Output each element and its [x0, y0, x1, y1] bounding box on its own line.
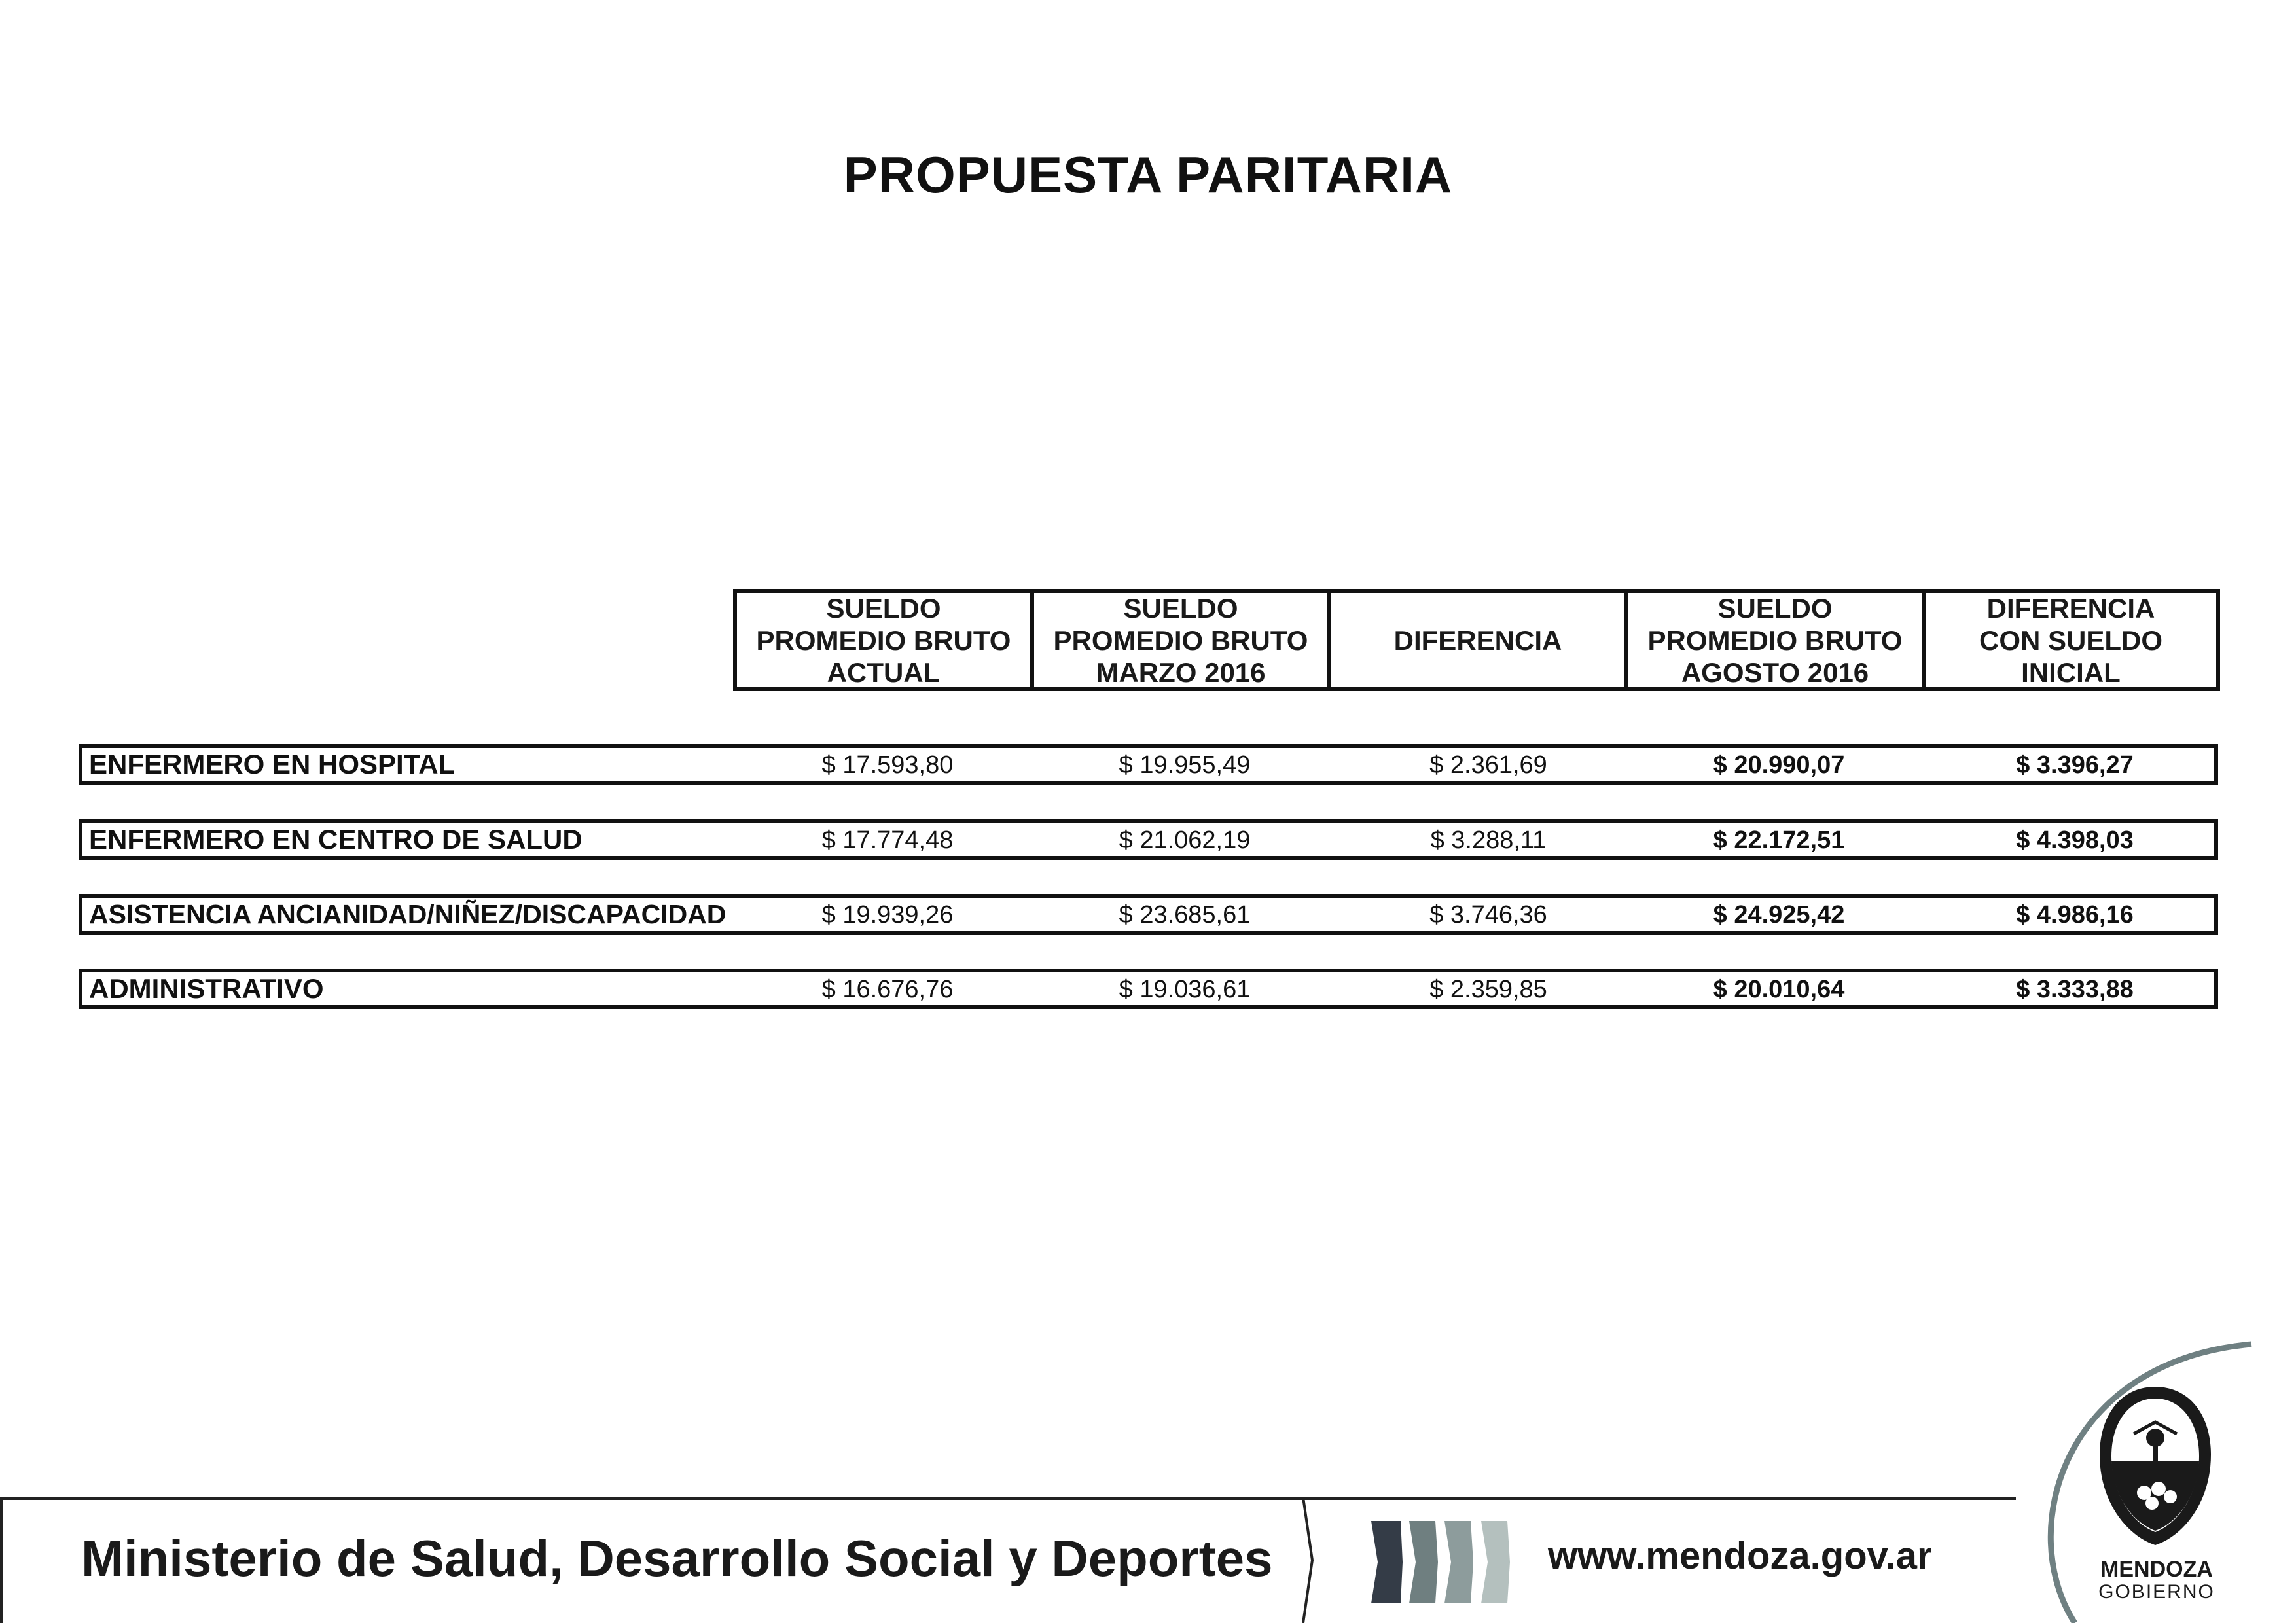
header-line: MARZO 2016: [1096, 656, 1266, 688]
chevron-2: [1409, 1521, 1438, 1603]
table-row: [79, 744, 2218, 785]
chevron-4: [1481, 1521, 1510, 1603]
brand-name: MENDOZA: [2100, 1557, 2213, 1582]
document-title: PROPUESTA PARITARIA: [843, 146, 1453, 204]
chevron-3: [1444, 1521, 1473, 1603]
row-category: ENFERMERO EN CENTRO DE SALUD: [89, 824, 583, 855]
website-url: www.mendoza.gov.ar: [1548, 1535, 1932, 1577]
cell-diferencia-inicial: $ 4.986,16: [2016, 901, 2134, 929]
brand-subtitle: GOBIERNO: [2098, 1581, 2215, 1603]
header-line: DIFERENCIA: [1393, 624, 1562, 656]
cell-sueldo-actual: $ 16.676,76: [821, 976, 954, 1003]
footer-bar: [0, 1497, 2296, 1623]
cell-sueldo-agosto: $ 24.925,42: [1713, 901, 1845, 929]
column-header-marzo-2016: [1030, 589, 1331, 691]
cell-sueldo-agosto: $ 22.172,51: [1713, 827, 1845, 854]
table-row: [79, 969, 2218, 1009]
header-line: SUELDO: [1123, 592, 1238, 624]
header-line: DIFERENCIA: [1986, 592, 2155, 624]
cell-diferencia: $ 3.746,36: [1429, 901, 1547, 929]
row-category: ENFERMERO EN HOSPITAL: [89, 749, 456, 779]
cell-sueldo-marzo: $ 19.036,61: [1119, 976, 1251, 1003]
row-category: ADMINISTRATIVO: [89, 973, 324, 1004]
cell-diferencia: $ 2.361,69: [1429, 751, 1547, 779]
cell-diferencia-inicial: $ 3.396,27: [2016, 751, 2134, 779]
cell-sueldo-agosto: $ 20.990,07: [1713, 751, 1845, 779]
header-line: PROMEDIO BRUTO: [1053, 624, 1308, 656]
cell-sueldo-marzo: $ 23.685,61: [1119, 901, 1251, 929]
header-line: PROMEDIO BRUTO: [756, 624, 1011, 656]
mendoza-shield-icon: [2094, 1384, 2216, 1548]
header-line: SUELDO: [1717, 592, 1833, 624]
cell-sueldo-actual: $ 17.774,48: [821, 827, 954, 854]
cell-diferencia: $ 2.359,85: [1429, 976, 1547, 1003]
cell-diferencia-inicial: $ 4.398,03: [2016, 827, 2134, 854]
header-line: CON SUELDO: [1979, 624, 2162, 656]
table-row: [79, 819, 2218, 860]
cell-sueldo-agosto: $ 20.010,64: [1713, 976, 1845, 1003]
cell-sueldo-marzo: $ 21.062,19: [1119, 827, 1251, 854]
cell-diferencia: $ 3.288,11: [1430, 827, 1547, 854]
row-category: ASISTENCIA ANCIANIDAD/NIÑEZ/DISCAPACIDAD: [89, 899, 726, 929]
column-header-diferencia-inicial: [1922, 589, 2220, 691]
column-header-actual: [733, 589, 1034, 691]
ministry-name: Ministerio de Salud, Desarrollo Social y Deportes: [81, 1529, 1273, 1587]
mendoza-brand: [2081, 1558, 2232, 1603]
cell-sueldo-actual: $ 19.939,26: [821, 901, 954, 929]
header-line: ACTUAL: [827, 656, 941, 688]
header-line: PROMEDIO BRUTO: [1647, 624, 1903, 656]
table-row: [79, 894, 2218, 935]
chevron-arrows-icon: [1299, 1521, 1522, 1603]
cell-sueldo-marzo: $ 19.955,49: [1119, 751, 1251, 779]
footer-left-rule: [0, 1497, 3, 1623]
header-line: SUELDO: [826, 592, 941, 624]
column-header-agosto-2016: [1624, 589, 1926, 691]
column-header-diferencia: [1327, 589, 1628, 691]
footer-top-rule: [0, 1497, 2016, 1500]
cell-diferencia-inicial: $ 3.333,88: [2016, 976, 2134, 1003]
header-line: AGOSTO 2016: [1681, 656, 1869, 688]
cell-sueldo-actual: $ 17.593,80: [821, 751, 954, 779]
header-line: INICIAL: [2021, 656, 2121, 688]
chevron-1: [1371, 1521, 1403, 1603]
